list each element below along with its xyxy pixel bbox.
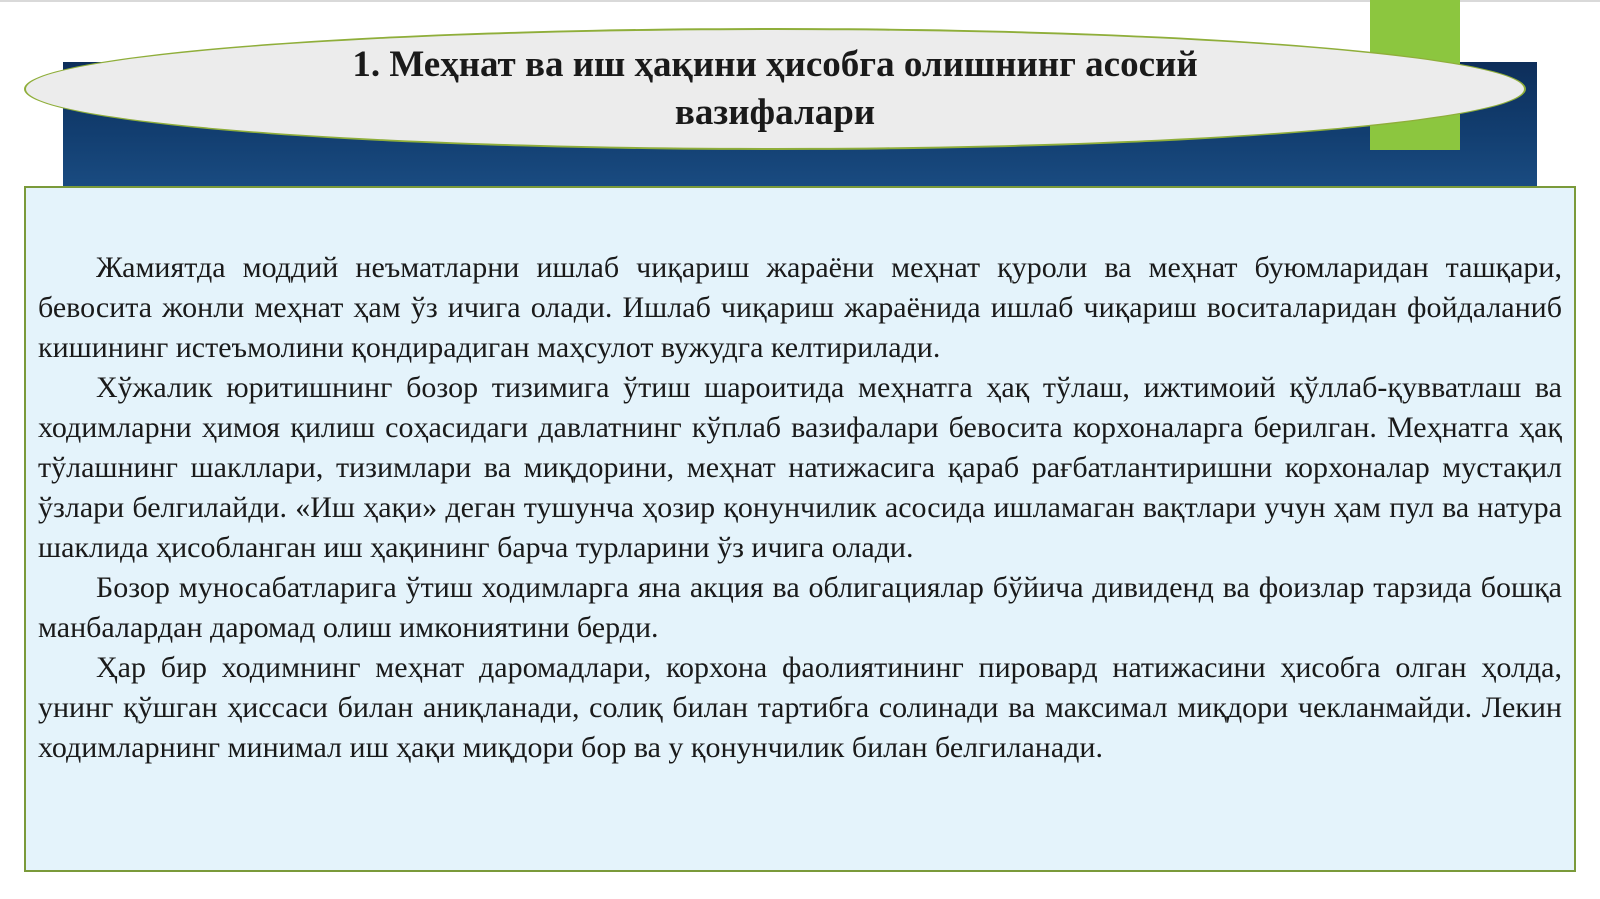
paragraph-4: Ҳар бир ходимнинг меҳнат даромадлари, корхона фаолиятининг пировард натижасини ҳисобга олган ҳолда, унинг қўшган ҳиссаси билан аниқланади, солиқ билан тартибга солинади ва максимал миқдори чекланмайди. Лекин ходимларнинг минимал иш ҳақи миқдори бор ва у қонунчилик билан белгиланади. xyxy=(38,651,1562,764)
paragraph-3: Бозор муносабатларига ўтиш ходимларга яна акция ва облигациялар бўйича дивиденд ва фоизлар тарзида бошқа манбалардан даромад олиш имкониятини берди. xyxy=(38,571,1562,644)
paragraph-2: Хўжалик юритишнинг бозор тизимига ўтиш шароитида меҳнатга ҳақ тўлаш, ижтимоий қўллаб-қувватлаш ва ходимларни ҳимоя қилиш соҳасидаги давлатнинг кўплаб вазифалари бевосита корхоналарга берилган. Меҳнатга ҳақ тўлашнинг шакллари, тизимлари ва миқдорини, меҳнат натижасига қараб рағбатлантиришни корхоналар мустақил ўзлари белгилайди. «Иш ҳақи» деган тушунча ҳозир қонунчилик асосида ишламаган вақтлари учун ҳам пул ва натура шаклида ҳисобланган иш ҳақининг барча турларини ўз ичига олади. xyxy=(38,371,1562,564)
paragraph-1: Жамиятда моддий неъматларни ишлаб чиқариш жараёни меҳнат қуроли ва меҳнат буюмларидан ташқари, бевосита жонли меҳнат ҳам ўз ичига олади. Ишлаб чиқариш жараёнида ишлаб чиқариш воситаларидан фойдаланиб кишининг истеъмолини қондирадиган маҳсулот вужудга келтирилади. xyxy=(38,251,1562,364)
slide-title: 1. Меҳнат ва иш ҳақини ҳисобга олишнинг асосий вазифалари xyxy=(352,44,1198,133)
title-ellipse xyxy=(24,28,1526,150)
content-box xyxy=(24,186,1576,872)
top-divider-line xyxy=(0,0,1600,2)
